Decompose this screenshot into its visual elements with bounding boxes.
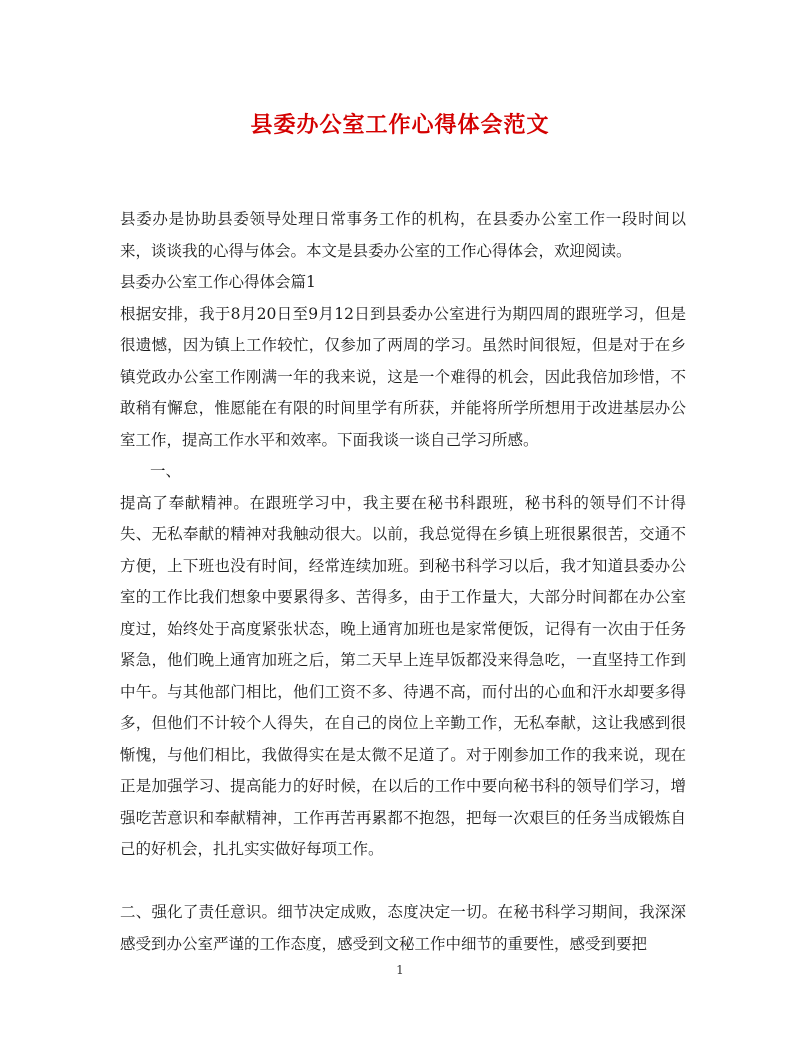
paragraph-2: 提高了奉献精神。在跟班学习中，我主要在秘书科跟班，秘书科的领导们不计得失、无私奉献的精神对我触动很大。以前，我总觉得在乡镇上班很累很苦，交通不方便，上下班也没有时间，经常连续加班。到秘书科学习以后，我才知道县委办公室的工作比我们想象中要累得多、苦得多，由于工作量大，大部分时间都在办公室度过，始终处于高度紧张状态，晚上通宵加班也是家常便饭，记得有一次由于任务紧急，他们晚上通宵加班之后，第二天早上连早饭都没来得急吃，一直坚持工作到中午。与其他部门相比，他们工资不多、待遇不高，而付出的心血和汗水却要多得多，但他们不计较个人得失，在自己的岗位上辛勤工作，无私奉献，这让我感到很惭愧，与他们相比，我做得实在是太微不足道了。对于刚参加工作的我来说，现在正是加强学习、提高能力的好时候，在以后的工作中要向秘书科的领导们学习，增强吃苦意识和奉献精神，工作再苦再累都不抱怨，把每一次艰巨的任务当成锻炼自己的好机会，扎扎实实做好每项工作。 — [120, 493, 686, 858]
page-number: 1 — [396, 963, 404, 977]
document-title: 县委办公室工作心得体会范文 — [250, 112, 550, 138]
document-body — [120, 204, 686, 960]
intro-paragraph: 县委办是协助县委领导处理日常事务工作的机构，在县委办公室工作一段时间以来，谈谈我的心得与体会。本文是县委办公室的工作心得体会，欢迎阅读。 — [120, 210, 686, 260]
paragraph-spacer — [120, 866, 686, 898]
article-subheading: 县委办公室工作心得体会篇1 — [120, 273, 316, 291]
paragraph-1: 根据安排，我于8月20日至9月12日到县委办公室进行为期四周的跟班学习，但是很遗憾，因为镇上工作较忙，仅参加了两周的学习。虽然时间很短，但是对于在乡镇党政办公室工作刚满一年的我来说，这是一个难得的机会，因此我倍加珍惜，不敢稍有懈怠，惟愿能在有限的时间里学有所获，并能将所学所想用于改进基层办公室工作，提高工作水平和效率。下面我谈一谈自己学习所感。 — [120, 304, 686, 449]
section-one-heading: 一、 — [150, 462, 182, 480]
paragraph-3: 二、强化了责任意识。细节决定成败，态度决定一切。在秘书科学习期间，我深深感受到办公室严谨的工作态度，感受到文秘工作中细节的重要性，感受到要把 — [120, 903, 686, 953]
